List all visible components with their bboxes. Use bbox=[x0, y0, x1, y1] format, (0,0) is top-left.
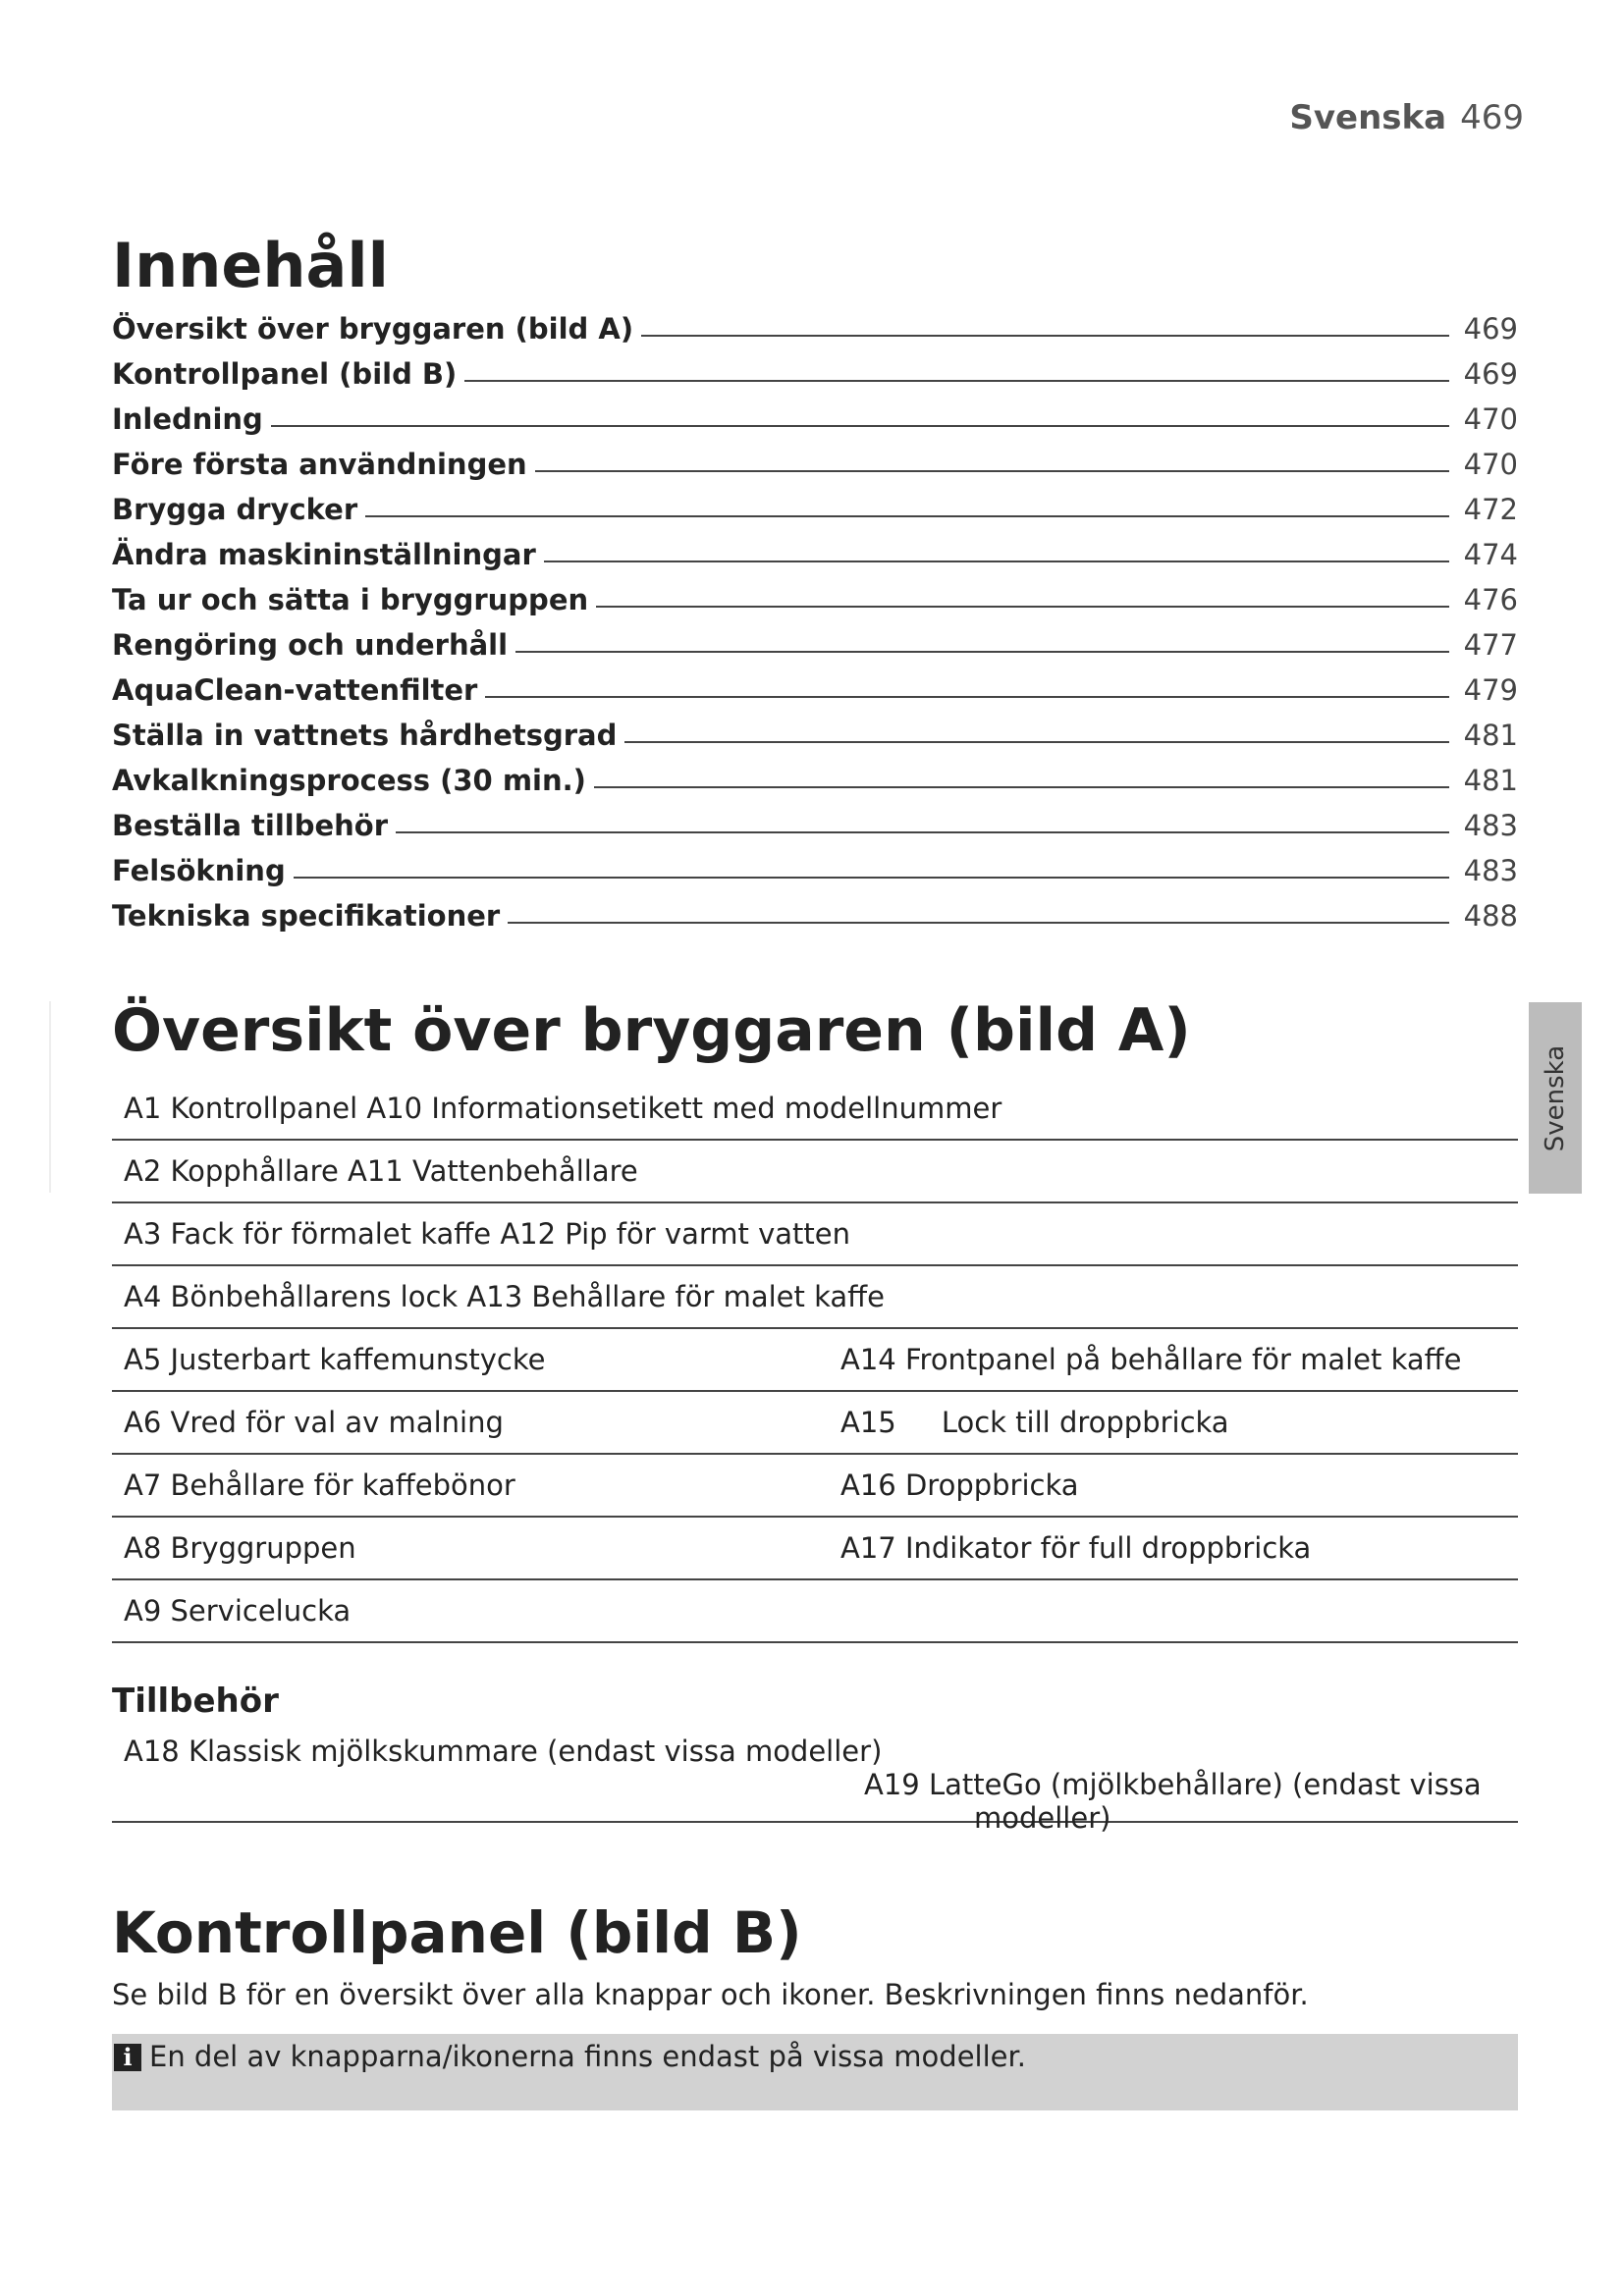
toc-entry[interactable] bbox=[112, 809, 1518, 854]
toc-entry[interactable] bbox=[112, 357, 1518, 402]
accessories-row bbox=[112, 1735, 1518, 1835]
part-cell: A3 Fack för förmalet kaffe A12 Pip för varmt vatten bbox=[124, 1217, 850, 1251]
table-row bbox=[112, 1266, 1518, 1329]
toc-entry[interactable] bbox=[112, 899, 1518, 944]
toc-entry[interactable] bbox=[112, 673, 1518, 719]
toc-entry[interactable] bbox=[112, 448, 1518, 493]
toc-entry-title: Brygga drycker bbox=[112, 493, 358, 526]
toc-leader bbox=[508, 922, 1449, 924]
accessories-title: Tillbehör bbox=[112, 1682, 279, 1721]
toc-title: Innehåll bbox=[112, 230, 389, 301]
toc-entry-page: 483 bbox=[1463, 809, 1518, 842]
control-panel-title: Kontrollpanel (bild B) bbox=[112, 1899, 802, 1966]
toc-entry-title: Ändra maskininställningar bbox=[112, 538, 536, 571]
toc-leader bbox=[544, 561, 1449, 562]
toc-leader bbox=[624, 741, 1449, 743]
toc-entry-title: Inledning bbox=[112, 402, 263, 436]
toc-entry[interactable] bbox=[112, 764, 1518, 809]
toc-entry-title: Rengöring och underhåll bbox=[112, 628, 509, 662]
part-cell: A14 Frontpanel på behållare för malet kaffe bbox=[840, 1343, 1462, 1376]
toc-entry[interactable] bbox=[112, 402, 1518, 448]
toc-entry-page: 469 bbox=[1463, 312, 1518, 346]
side-tab-label: Svenska bbox=[1541, 1044, 1571, 1151]
parts-table bbox=[112, 1078, 1518, 1643]
language-side-tab bbox=[1529, 1002, 1582, 1194]
toc-entry-page: 470 bbox=[1463, 448, 1518, 481]
toc-leader bbox=[515, 651, 1449, 653]
part-cell: A16 Droppbricka bbox=[840, 1468, 1079, 1502]
toc-entry-page: 481 bbox=[1463, 719, 1518, 752]
toc-entry-title: Felsökning bbox=[112, 854, 286, 887]
toc-leader bbox=[464, 380, 1449, 382]
info-note bbox=[112, 2034, 1518, 2110]
toc-entry-page: 470 bbox=[1463, 402, 1518, 436]
toc-entry-page: 472 bbox=[1463, 493, 1518, 526]
table-row bbox=[112, 1329, 1518, 1392]
toc-entry-page: 474 bbox=[1463, 538, 1518, 571]
table-row bbox=[112, 1580, 1518, 1643]
toc-leader bbox=[594, 786, 1449, 788]
accessory-item: A18 Klassisk mjölkskummare (endast vissa modeller) bbox=[124, 1735, 883, 1768]
part-cell: A4 Bönbehållarens lock A13 Behållare för malet kaffe bbox=[124, 1280, 885, 1313]
part-cell: A9 Servicelucka bbox=[124, 1594, 352, 1628]
page-header bbox=[1289, 98, 1524, 137]
toc-leader bbox=[294, 877, 1449, 879]
table-row bbox=[112, 1455, 1518, 1518]
toc-entry-page: 479 bbox=[1463, 673, 1518, 707]
header-language: Svenska bbox=[1289, 98, 1447, 137]
toc-leader bbox=[596, 606, 1449, 608]
table-row bbox=[112, 1203, 1518, 1266]
toc-entry-title: Avkalkningsprocess (30 min.) bbox=[112, 764, 586, 797]
toc-entry-title: AquaClean-vattenfilter bbox=[112, 673, 478, 707]
part-cell: A1 Kontrollpanel A10 Informationsetikett med modellnummer bbox=[124, 1092, 1002, 1125]
toc-entry[interactable] bbox=[112, 628, 1518, 673]
part-cell: A8 Bryggruppen bbox=[124, 1531, 356, 1565]
toc-entry[interactable] bbox=[112, 583, 1518, 628]
info-icon: i bbox=[114, 2044, 141, 2071]
toc-entry[interactable] bbox=[112, 854, 1518, 899]
toc-entry[interactable] bbox=[112, 312, 1518, 357]
toc-leader bbox=[271, 425, 1449, 427]
info-note-text: En del av knapparna/ikonerna finns endast på vissa modeller. bbox=[149, 2040, 1026, 2073]
accessory-item bbox=[864, 1735, 1518, 1835]
accessory-item-line: modeller) bbox=[974, 1801, 1111, 1835]
table-row bbox=[112, 1078, 1518, 1141]
toc-entry-title: Ta ur och sätta i bryggruppen bbox=[112, 583, 589, 616]
table-row bbox=[112, 1392, 1518, 1455]
toc-leader bbox=[485, 696, 1449, 698]
part-cell: A15 Lock till droppbricka bbox=[840, 1406, 1229, 1439]
table-row bbox=[112, 1518, 1518, 1580]
toc-entry-title: Före första användningen bbox=[112, 448, 527, 481]
control-panel-description: Se bild B för en översikt över alla knappar och ikoner. Beskrivningen finns nedanför. bbox=[112, 1978, 1309, 2011]
toc-entry-page: 469 bbox=[1463, 357, 1518, 391]
toc-leader bbox=[641, 335, 1449, 337]
toc-entry-page: 481 bbox=[1463, 764, 1518, 797]
part-cell: A7 Behållare för kaffebönor bbox=[124, 1468, 515, 1502]
toc-entry[interactable] bbox=[112, 538, 1518, 583]
toc-leader bbox=[396, 831, 1449, 833]
part-cell: A5 Justerbart kaffemunstycke bbox=[124, 1343, 546, 1376]
part-cell: A6 Vred för val av malning bbox=[124, 1406, 504, 1439]
overview-title: Översikt över bryggaren (bild A) bbox=[112, 996, 1191, 1065]
accessory-item-line: A19 LatteGo (mjölkbehållare) (endast vissa bbox=[864, 1768, 1482, 1801]
page-number: 469 bbox=[1460, 98, 1524, 137]
toc-entry-page: 476 bbox=[1463, 583, 1518, 616]
toc-entry[interactable] bbox=[112, 719, 1518, 764]
toc-entry-title: Beställa tillbehör bbox=[112, 809, 388, 842]
toc-leader bbox=[535, 470, 1449, 472]
toc-entry-title: Ställa in vattnets hårdhetsgrad bbox=[112, 719, 618, 752]
toc-entry-title: Tekniska specifikationer bbox=[112, 899, 501, 933]
toc-entry-title: Översikt över bryggaren (bild A) bbox=[112, 312, 634, 346]
toc-leader bbox=[365, 515, 1449, 517]
toc-entry-page: 488 bbox=[1463, 899, 1518, 933]
part-cell: A2 Kopphållare A11 Vattenbehållare bbox=[124, 1154, 638, 1188]
toc-entry-page: 483 bbox=[1463, 854, 1518, 887]
toc-entry-page: 477 bbox=[1463, 628, 1518, 662]
margin-line bbox=[49, 1001, 51, 1193]
table-of-contents bbox=[112, 312, 1518, 944]
toc-entry[interactable] bbox=[112, 493, 1518, 538]
part-cell: A17 Indikator för full droppbricka bbox=[840, 1531, 1312, 1565]
toc-entry-title: Kontrollpanel (bild B) bbox=[112, 357, 458, 391]
table-row bbox=[112, 1141, 1518, 1203]
